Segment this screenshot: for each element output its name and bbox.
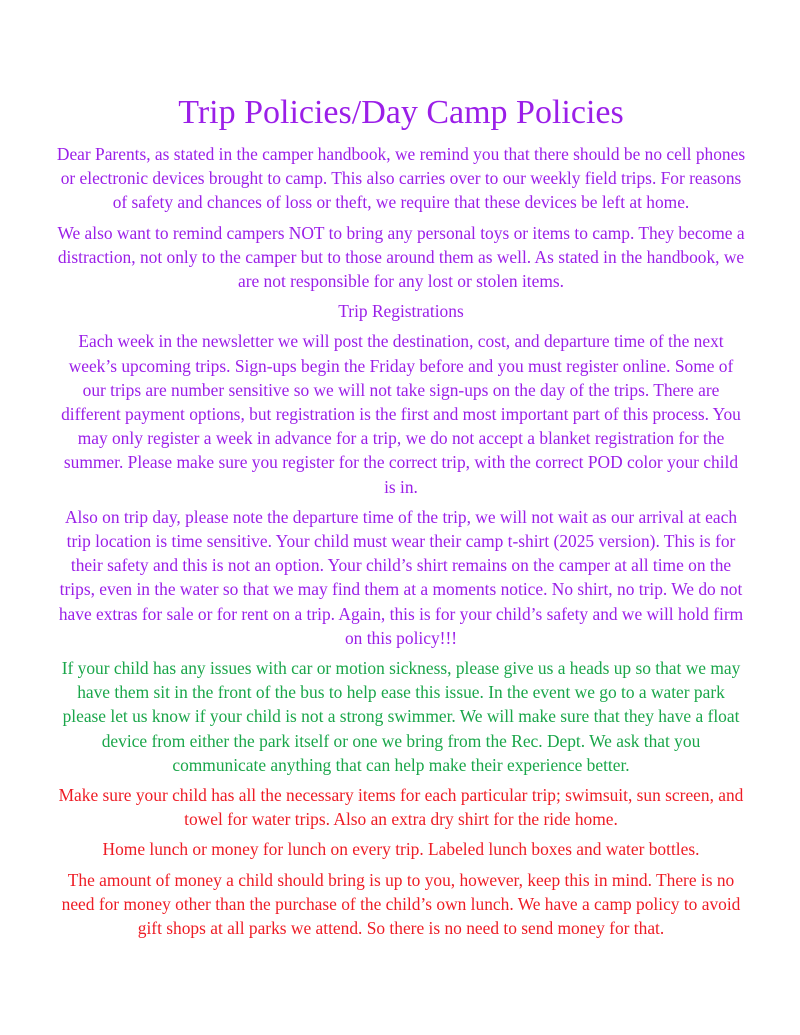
personal-items-paragraph: We also want to remind campers NOT to bring any personal toys or items to camp. They become a distraction, not only to the camper but to those around them as well. As stated in the handbook, we are not responsible for any lost or stolen items. [57,222,745,292]
registration-paragraph: Each week in the newsletter we will post the destination, cost, and departure time of the next week’s upcoming trips. Sign-ups begin the Friday before and you must register online. Some of our trips are number sensitive so we will not take sign-ups on the day of the trips. There are different payment options, but registration is the first and most important part of this process. You may only register a week in advance for a trip, we do not accept a blanket registration for the summer. Please make sure you register for the correct trip, with the correct POD color your child is in. [61,331,741,497]
lunch-paragraph: Home lunch or money for lunch on every trip. Labeled lunch boxes and water bottles. [102,839,700,860]
electronics-policy-paragraph: Dear Parents, as stated in the camper handbook, we remind you that there should be no cell phones or electronic devices brought to camp. This also carries over to our weekly field trips. For reasons of safety and chances of loss or theft, we require that these devices be left at home. [56,144,746,213]
motion-sickness-paragraph: If your child has any issues with car or motion sickness, please give us a heads up so that we may have them sit in the front of the bus to help ease this issue. In the event we go to a water park please let us know if your child is not a strong swimmer. We will make sure that they have a float device from either the park itself or one we bring from the Rec. Dept. We ask that you communicate anything that can help make their experience better. [61,658,741,775]
necessary-items-paragraph: Make sure your child has all the necessary items for each particular trip; swimsuit, sun screen, and towel for water trips. Also an extra dry shirt for the ride home. [58,785,744,830]
policy-document [56,90,746,946]
trip-day-paragraph: Also on trip day, please note the departure time of the trip, we will not wait as our arrival at each trip location is time sensitive. Your child must wear their camp t-shirt (2025 version). This is for their safety and this is not an option. Your child’s shirt remains on the camper at all time on the trips, even in the water so that we may find them at a moments notice. No shirt, no trip. We do not have extras for sale or for rent on a trip. Again, this is for your child’s safety and we will hold firm on this policy!!! [58,506,744,648]
page-title: Trip Policies/Day Camp Policies [178,94,624,131]
section-heading-trip-registrations: Trip Registrations [338,301,464,322]
money-paragraph: The amount of money a child should bring is up to you, however, keep this in mind. There is no need for money other than the purchase of the child’s own lunch. We have a camp policy to avoid gift shops at all parks we attend. So there is no need to send money for that. [61,869,741,939]
